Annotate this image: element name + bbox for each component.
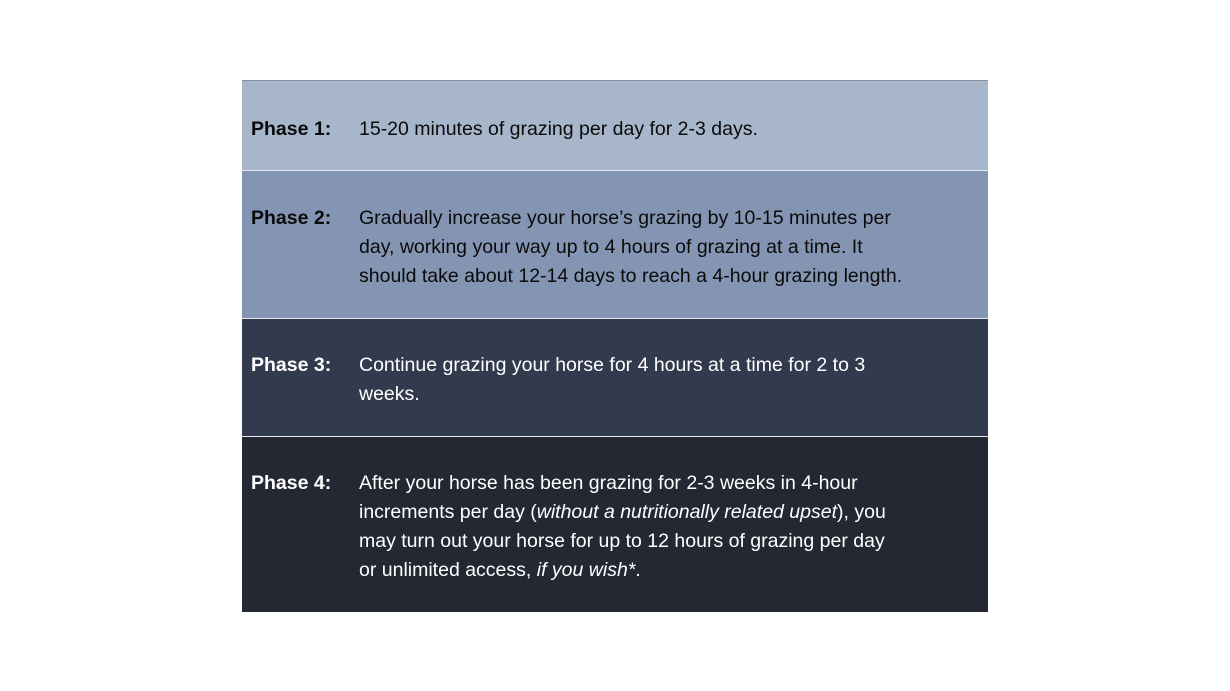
text-segment: ), you	[837, 501, 886, 523]
description-line: weeks.	[359, 383, 420, 405]
phase-description	[359, 351, 974, 409]
text-segment: increments per day (	[359, 501, 537, 523]
description-line: should take about 12-14 days to reach a 4-hour grazing length.	[359, 265, 903, 287]
phase-description	[359, 469, 974, 585]
phase-row-2	[242, 170, 988, 318]
grazing-phase-table	[242, 80, 988, 612]
description-line: After your horse has been grazing for 2-3 weeks in 4-hour	[359, 472, 858, 494]
phase-row-1	[242, 81, 988, 170]
phase-row-4	[242, 436, 988, 612]
phase-description	[359, 115, 974, 144]
description-line: 15-20 minutes of grazing per day for 2-3 days.	[359, 118, 758, 140]
phase-description	[359, 204, 974, 291]
phase-label: Phase 4:	[251, 472, 332, 494]
description-line: day, working your way up to 4 hours of grazing at a time. It	[359, 236, 863, 258]
text-segment: or unlimited access,	[359, 559, 537, 581]
phase-label: Phase 2:	[251, 207, 332, 229]
phase-row-3	[242, 318, 988, 436]
text-segment: .	[635, 559, 641, 581]
phase-label: Phase 3:	[251, 354, 332, 376]
phase-label: Phase 1:	[251, 118, 332, 140]
description-line	[359, 498, 974, 527]
description-line: Gradually increase your horse’s grazing by 10-15 minutes per	[359, 207, 891, 229]
description-line	[359, 556, 974, 585]
italic-note: without a nutritionally related upset	[536, 501, 838, 523]
italic-note: if you wish*	[536, 559, 636, 581]
description-line: may turn out your horse for up to 12 hours of grazing per day	[359, 530, 885, 552]
description-line: Continue grazing your horse for 4 hours at a time for 2 to 3	[359, 354, 866, 376]
